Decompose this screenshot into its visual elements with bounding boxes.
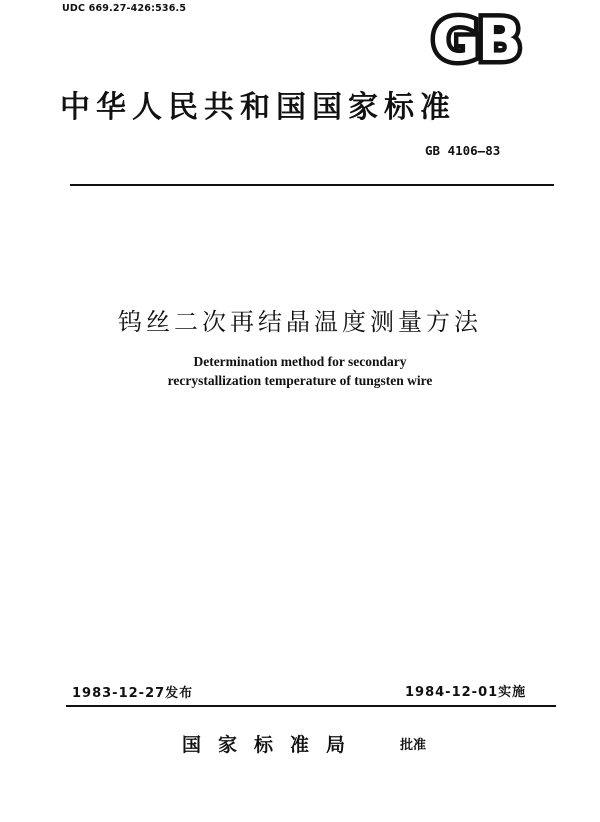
gb-logo-text: GB bbox=[432, 10, 520, 66]
document-title-en-line2: recrystallization temperature of tungsten wire bbox=[167, 373, 433, 388]
document-title-en-line1: Determination method for secondary bbox=[193, 354, 407, 369]
issue-date: 1983-12-27发布 bbox=[72, 686, 194, 701]
bottom-divider bbox=[66, 705, 556, 707]
top-divider bbox=[70, 184, 554, 186]
standard-title: 中华人民共和国国家标准 bbox=[60, 90, 456, 125]
implementation-date: 1984-12-01实施 bbox=[405, 685, 527, 700]
udc-code: UDC 669.27-426:536.5 bbox=[62, 3, 187, 14]
document-title-cn: 钨丝二次再结晶温度测量方法 bbox=[118, 308, 482, 336]
issuing-authority: 国家标准局 bbox=[182, 734, 363, 756]
gb-logo bbox=[426, 10, 526, 66]
approval-label: 批准 bbox=[400, 738, 427, 753]
standard-number: GB 4106—83 bbox=[425, 143, 501, 158]
